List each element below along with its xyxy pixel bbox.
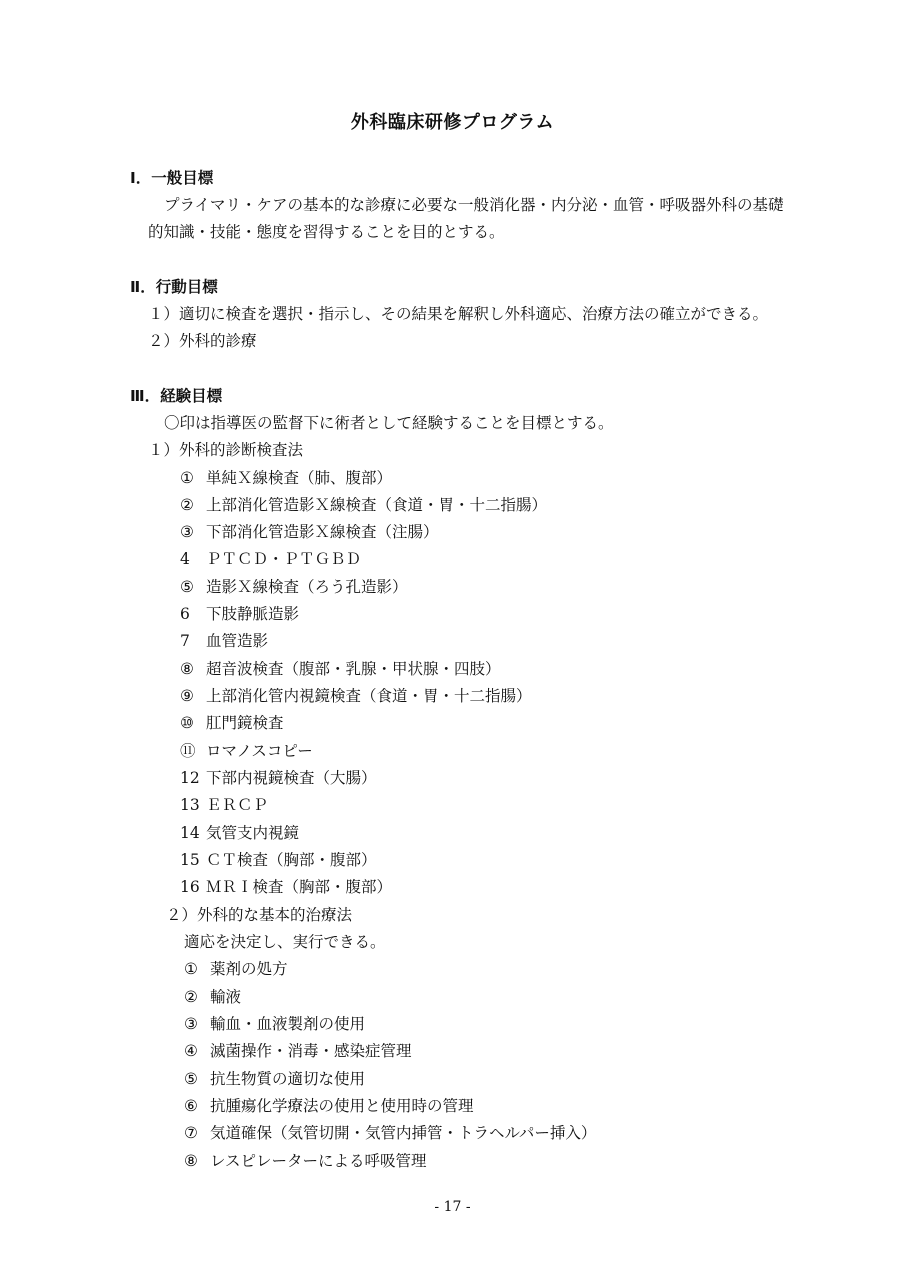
list-item [180,795,268,815]
list-item [180,604,299,624]
list-item-number: ④ [184,1042,198,1060]
list-item [180,686,532,706]
list-item-number: ⑤ [184,1070,198,1088]
list-item-text: ＣＴ検査（胸部・腹部） [206,851,377,869]
list-item-text: 滅菌操作・消毒・感染症管理 [210,1042,412,1060]
section-3-note: 〇印は指導医の監督下に術者として経験することを目標とする。 [164,414,614,432]
list-item-number: ① [180,469,194,487]
section-1-text-line-2: 的知識・技能・態度を習得することを目的とする。 [148,223,505,241]
list-item-text: 超音波検査（腹部・乳腺・甲状腺・四肢） [206,660,501,678]
list-item [184,959,288,979]
list-item-text: ＥＲＣＰ [206,796,269,814]
list-item-text: 下部消化管造影Ｘ線検査（注腸） [206,523,439,541]
list-item-number: 7 [180,632,190,650]
list-item-text: レスピレーターによる呼吸管理 [210,1152,427,1170]
list-item-number: ⑨ [180,687,194,705]
list-item [180,631,268,651]
page-number: - 17 - [434,1199,471,1215]
list-item [184,1151,427,1171]
list-item-number: ① [184,960,198,978]
list-item-number: 12 [180,769,200,787]
list-item-text: ロマノスコピー [206,742,313,760]
list-item [180,823,299,843]
list-item [180,768,377,788]
list-item-number: ③ [184,1015,198,1033]
list-item-number: ⑩ [180,714,194,732]
section-3-sub-1-heading: １）外科的診断検査法 [148,441,304,459]
list-item [180,495,547,515]
list-item-number: ⑪ [180,742,196,760]
section-2-item-2: ２）外科的診療 [148,332,257,350]
list-item-text: 輸血・血液製剤の使用 [210,1015,366,1033]
section-3-sub-2-heading: ２）外科的な基本的治療法 [166,906,353,924]
list-item-text: ＰＴＣＤ・ＰＴＧＢＤ [206,550,362,568]
section-3-sub-2-note: 適応を決定し、実行できる。 [184,933,386,951]
list-item-text: 造影Ｘ線検査（ろう孔造影） [206,578,408,596]
list-item-number: 6 [180,605,190,623]
list-item [184,1096,474,1116]
list-item-text: 薬剤の処方 [210,960,288,978]
list-item [180,877,392,897]
list-item-number: ⑧ [180,660,194,678]
list-item-text: 血管造影 [206,632,269,650]
list-item-number: ⑥ [184,1097,198,1115]
list-item-number: 4 [180,550,190,568]
list-item [184,1041,412,1061]
list-item-text: 肛門鏡検査 [206,714,284,732]
list-item [180,741,313,761]
list-item [184,1123,596,1143]
list-item [180,549,361,569]
list-item-number: ⑦ [184,1124,198,1142]
list-item-text: 下肢静脈造影 [206,605,300,623]
section-1-text-line-1: プライマリ・ケアの基本的な診療に必要な一般消化器・内分泌・血管・呼吸器外科の基礎 [164,196,784,214]
list-item-number: ② [180,496,194,514]
list-item-text: 気道確保（気管切開・気管内挿管・トラヘルパー挿入） [210,1124,597,1142]
list-item-number: ③ [180,523,194,541]
list-item-number: 15 [180,851,200,869]
list-item [180,713,284,733]
list-item-number: ② [184,988,198,1006]
list-item [180,659,501,679]
section-1-heading: Ⅰ．一般目標 [130,169,214,187]
list-item [180,522,439,542]
list-item-text: 単純Ｘ線検査（肺、腹部） [206,469,393,487]
list-item [180,850,377,870]
list-item [184,987,241,1007]
section-3-heading: Ⅲ．経験目標 [130,387,223,405]
list-item [180,577,408,597]
list-item [184,1069,365,1089]
list-item-number: ⑤ [180,578,194,596]
section-2-heading: Ⅱ．行動目標 [130,278,218,296]
list-item-text: 下部内視鏡検査（大腸） [206,769,377,787]
list-item [180,468,392,488]
list-item-number: 14 [180,824,200,842]
list-item-text: 抗腫瘍化学療法の使用と使用時の管理 [210,1097,474,1115]
list-item-text: ＭＲＩ検査（胸部・腹部） [206,878,393,896]
page-title: 外科臨床研修プログラム [350,112,555,133]
list-item-number: 16 [180,878,200,896]
list-item-text: 上部消化管内視鏡検査（食道・胃・十二指腸） [206,687,532,705]
list-item-number: ⑧ [184,1152,198,1170]
list-item-text: 抗生物質の適切な使用 [210,1070,366,1088]
list-item-text: 輸液 [210,988,242,1006]
list-item-number: 13 [180,796,200,814]
list-item-text: 気管支内視鏡 [206,824,300,842]
list-item-text: 上部消化管造影Ｘ線検査（食道・胃・十二指腸） [206,496,548,514]
section-2-item-1: １）適切に検査を選択・指示し、その結果を解釈し外科適応、治療方法の確立ができる。 [148,305,769,323]
list-item [184,1014,365,1034]
